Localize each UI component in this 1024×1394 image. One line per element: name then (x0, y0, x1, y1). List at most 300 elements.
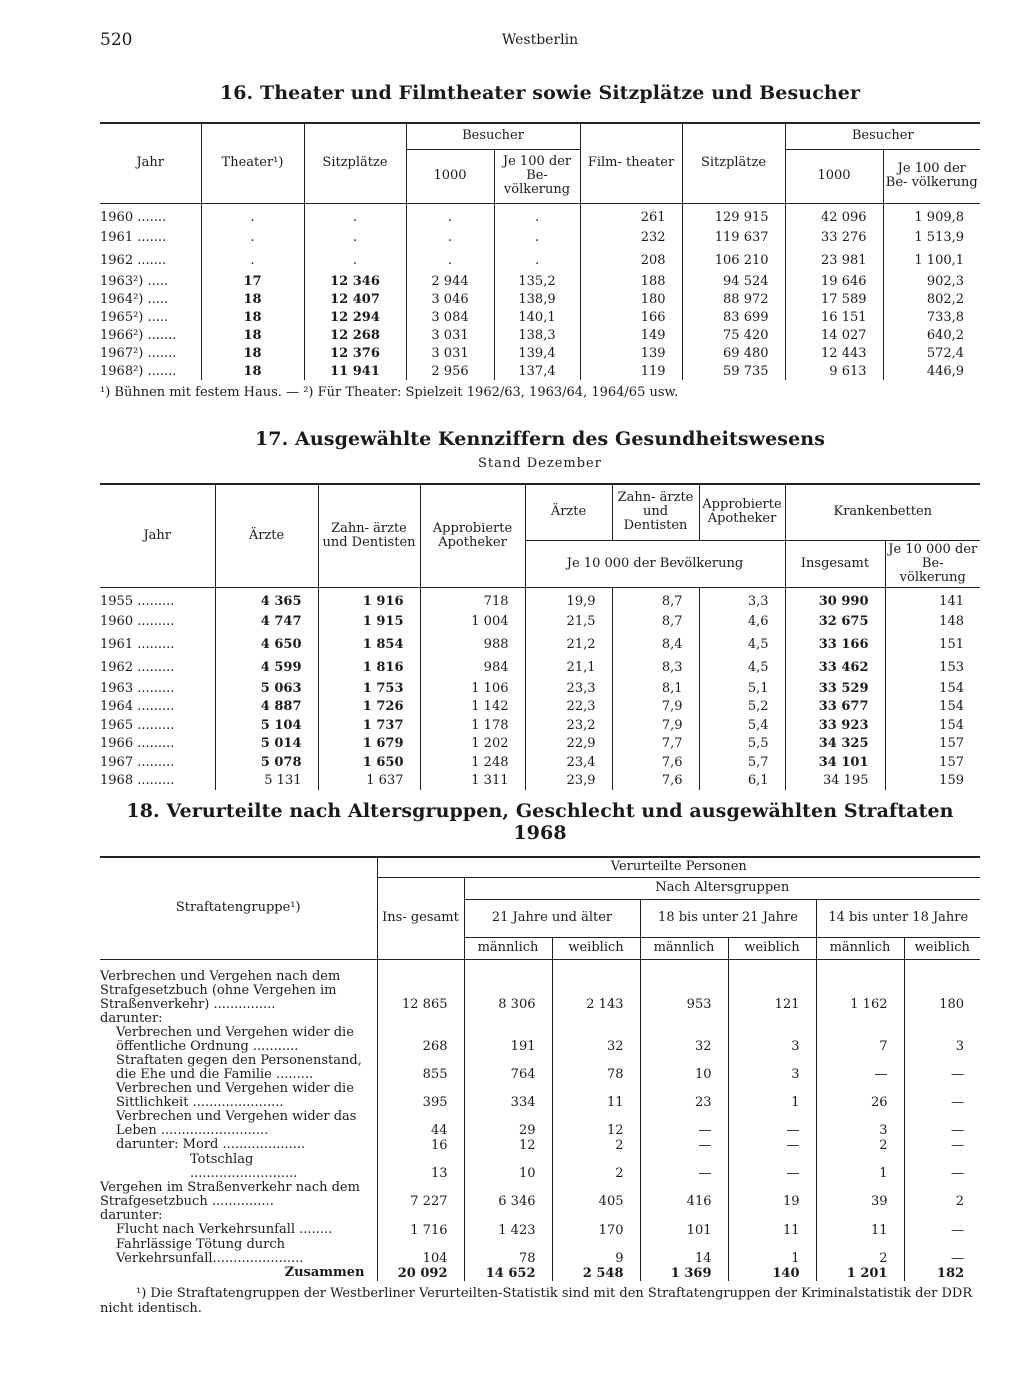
je100-cell: . (494, 203, 580, 226)
year-cell: 1960 ......... (100, 614, 175, 629)
m18-cell: — (640, 1110, 728, 1138)
film-besucher-cell: 42 096 (785, 203, 883, 226)
w21-cell: 170 (552, 1223, 640, 1238)
table-row (100, 1138, 980, 1153)
krankenbetten-cell: 34 195 (785, 772, 885, 791)
sitzplaetze-cell: 12 376 (304, 344, 406, 362)
year-cell: 1961 ......... (100, 637, 175, 652)
table-row (100, 610, 980, 633)
m21-cell: 764 (464, 1054, 552, 1082)
aerzte-cell: 4 650 (215, 633, 318, 656)
film-besucher-cell: 12 443 (785, 344, 883, 362)
m21-cell: 6 346 (464, 1181, 552, 1209)
theater-cell: . (201, 249, 304, 272)
w21-cell: 2 548 (552, 1266, 640, 1281)
film-sitzplaetze-cell: 88 972 (682, 290, 785, 308)
table-row (100, 772, 980, 791)
header-film-sitzplaetze: Sitzplätze (682, 123, 785, 203)
filmtheater-cell: 166 (580, 308, 682, 326)
m21-cell: 8 306 (464, 959, 552, 1012)
m18-cell (640, 1012, 728, 1026)
w14-cell: 180 (904, 959, 980, 1012)
m14-cell: 3 (816, 1110, 904, 1138)
zahnaerzte-rate-cell: 8,1 (612, 679, 699, 698)
w21-cell: 2 143 (552, 959, 640, 1012)
header-maennlich: männlich (640, 937, 728, 959)
insgesamt-cell: 855 (377, 1054, 464, 1082)
theater-cell: 18 (201, 344, 304, 362)
theater-cell: 18 (201, 326, 304, 344)
krankenbetten-cell: 32 675 (785, 610, 885, 633)
film-sitzplaetze-cell: 94 524 (682, 272, 785, 290)
krankenbetten-rate-cell: 154 (885, 679, 980, 698)
running-title: Westberlin (501, 32, 579, 48)
table-16-footnote: ¹) Bühnen mit festem Haus. — ²) Für Theater: Spielzeit 1962/63, 1963/64, 1964/65 usw. (100, 385, 679, 400)
film-sitzplaetze-cell: 129 915 (682, 203, 785, 226)
m18-cell: — (640, 1138, 728, 1153)
m21-cell: 29 (464, 1110, 552, 1138)
m21-cell (464, 1012, 552, 1026)
header-straftatengruppe: Straftatengruppe¹) (100, 857, 377, 959)
w14-cell: — (904, 1238, 980, 1266)
w18-cell: 1 (728, 1082, 816, 1110)
year-cell: 1966²) ....... (100, 327, 177, 343)
m14-cell: 1 162 (816, 959, 904, 1012)
je100-cell: . (494, 226, 580, 249)
m18-cell: 23 (640, 1082, 728, 1110)
besucher-cell: 2 944 (406, 272, 494, 290)
header-besucher-je100: Je 100 der Be- völkerung (494, 149, 580, 203)
apotheker-cell: 1 248 (420, 753, 525, 772)
straftat-label: Straftaten gegen den Personenstand, die Ehe und die Familie ......... (116, 1052, 362, 1082)
besucher-cell: 3 031 (406, 326, 494, 344)
zahnaerzte-cell: 1 637 (318, 772, 420, 791)
header-apotheker-rate: Approbierte Apotheker (699, 484, 785, 540)
zahnaerzte-cell: 1 816 (318, 656, 420, 679)
apotheker-cell: 1 178 (420, 716, 525, 735)
sitzplaetze-cell: . (304, 203, 406, 226)
header-besucher-1000: 1000 (406, 149, 494, 203)
year-cell: 1966 ......... (100, 736, 175, 752)
zahnaerzte-rate-cell: 8,3 (612, 656, 699, 679)
apotheker-cell: 1 106 (420, 679, 525, 698)
w14-cell: 2 (904, 1181, 980, 1209)
theater-cell: 18 (201, 290, 304, 308)
besucher-cell: . (406, 249, 494, 272)
je100-cell: 135,2 (494, 272, 580, 290)
year-cell: 1960 ....... (100, 210, 167, 226)
m18-cell: 1 369 (640, 1266, 728, 1281)
w14-cell: — (904, 1153, 980, 1181)
header-aerzte-rate: Ärzte (525, 484, 612, 540)
w14-cell: 3 (904, 1026, 980, 1054)
insgesamt-cell: 44 (377, 1110, 464, 1138)
year-cell: 1964²) ..... (100, 291, 169, 307)
year-cell: 1967 ......... (100, 754, 175, 770)
header-insgesamt: Ins- gesamt (377, 877, 464, 959)
je100-cell: 138,9 (494, 290, 580, 308)
insgesamt-cell: 268 (377, 1026, 464, 1054)
table-row (100, 1082, 980, 1110)
apotheker-rate-cell: 5,1 (699, 679, 785, 698)
header-weiblich: weiblich (904, 937, 980, 959)
m14-cell: 26 (816, 1082, 904, 1110)
table-row (100, 1012, 980, 1026)
zahnaerzte-rate-cell: 7,6 (612, 772, 699, 791)
w21-cell: 11 (552, 1082, 640, 1110)
table-row (100, 698, 980, 717)
year-cell: 1961 ....... (100, 230, 167, 245)
zahnaerzte-cell: 1 854 (318, 633, 420, 656)
w18-cell: — (728, 1138, 816, 1153)
je100-cell: 138,3 (494, 326, 580, 344)
sitzplaetze-cell: 12 346 (304, 272, 406, 290)
m14-cell: 39 (816, 1181, 904, 1209)
w18-cell: 3 (728, 1054, 816, 1082)
aerzte-cell: 4 365 (215, 587, 318, 610)
w21-cell: 9 (552, 1238, 640, 1266)
header-krankenbetten-je10000: Je 10 000 der Be- völkerung (885, 540, 980, 587)
table-row (100, 587, 980, 610)
aerzte-rate-cell: 21,1 (525, 656, 612, 679)
header-film-besucher: Besucher (785, 123, 980, 149)
straftat-label: Fahrlässige Tötung durch Verkehrsunfall...................... (116, 1236, 304, 1266)
krankenbetten-rate-cell: 159 (885, 772, 980, 791)
aerzte-cell: 5 131 (215, 772, 318, 791)
straftat-label: Zusammen (284, 1265, 365, 1280)
sitzplaetze-cell: 12 294 (304, 308, 406, 326)
theater-cell: 18 (201, 362, 304, 380)
header-je-10000: Je 10 000 der Bevölkerung (525, 540, 785, 587)
m21-cell: 14 652 (464, 1266, 552, 1281)
straftat-label: darunter: (100, 1010, 163, 1026)
apotheker-cell: 988 (420, 633, 525, 656)
film-besucher-cell: 19 646 (785, 272, 883, 290)
krankenbetten-rate-cell: 148 (885, 610, 980, 633)
krankenbetten-cell: 33 529 (785, 679, 885, 698)
theater-cell: 18 (201, 308, 304, 326)
w18-cell (728, 1012, 816, 1026)
w21-cell: 12 (552, 1110, 640, 1138)
header-zahnaerzte-rate: Zahn- ärzte und Dentisten (612, 484, 699, 540)
insgesamt-cell: 104 (377, 1238, 464, 1266)
w14-cell: — (904, 1110, 980, 1138)
apotheker-cell: 1 202 (420, 735, 525, 754)
film-je100-cell: 802,2 (883, 290, 980, 308)
w21-cell: 32 (552, 1026, 640, 1054)
header-nach-altersgruppen: Nach Altersgruppen (464, 877, 980, 899)
apotheker-rate-cell: 5,7 (699, 753, 785, 772)
table-17-subtitle: Stand Dezember (478, 456, 602, 471)
besucher-cell: 3 084 (406, 308, 494, 326)
m14-cell: — (816, 1054, 904, 1082)
w14-cell: — (904, 1138, 980, 1153)
film-sitzplaetze-cell: 83 699 (682, 308, 785, 326)
aerzte-cell: 4 747 (215, 610, 318, 633)
film-je100-cell: 1 100,1 (883, 249, 980, 272)
table-row (100, 735, 980, 754)
table-row (100, 272, 980, 290)
w14-cell: — (904, 1082, 980, 1110)
table-row (100, 959, 980, 1012)
apotheker-rate-cell: 4,5 (699, 656, 785, 679)
table-row (100, 1238, 980, 1266)
zahnaerzte-cell: 1 737 (318, 716, 420, 735)
zahnaerzte-rate-cell: 8,4 (612, 633, 699, 656)
m14-cell: 11 (816, 1223, 904, 1238)
m21-cell: 334 (464, 1082, 552, 1110)
table-row (100, 1110, 980, 1138)
w18-cell (728, 1209, 816, 1223)
table-17 (100, 483, 980, 790)
m14-cell (816, 1012, 904, 1026)
table-row (100, 1026, 980, 1054)
m21-cell: 12 (464, 1138, 552, 1153)
theater-cell: 17 (201, 272, 304, 290)
w18-cell: 1 (728, 1238, 816, 1266)
table-17-title: 17. Ausgewählte Kennziffern des Gesundheitswesens (254, 428, 825, 450)
apotheker-rate-cell: 4,6 (699, 610, 785, 633)
filmtheater-cell: 232 (580, 226, 682, 249)
zahnaerzte-cell: 1 916 (318, 587, 420, 610)
sitzplaetze-cell: 12 268 (304, 326, 406, 344)
m21-cell: 191 (464, 1026, 552, 1054)
m21-cell: 1 423 (464, 1223, 552, 1238)
m18-cell: 14 (640, 1238, 728, 1266)
aerzte-rate-cell: 22,9 (525, 735, 612, 754)
besucher-cell: . (406, 226, 494, 249)
insgesamt-cell (377, 1012, 464, 1026)
w18-cell: 3 (728, 1026, 816, 1054)
apotheker-cell: 1 004 (420, 610, 525, 633)
krankenbetten-rate-cell: 141 (885, 587, 980, 610)
table-row (100, 1181, 980, 1209)
w21-cell (552, 1209, 640, 1223)
section-table-17 (100, 428, 980, 790)
table-row (100, 716, 980, 735)
table-row (100, 290, 980, 308)
m18-cell: 32 (640, 1026, 728, 1054)
aerzte-cell: 5 063 (215, 679, 318, 698)
w18-cell: 11 (728, 1223, 816, 1238)
insgesamt-cell: 13 (377, 1153, 464, 1181)
table-row (100, 362, 980, 380)
film-je100-cell: 446,9 (883, 362, 980, 380)
w14-cell (904, 1209, 980, 1223)
m18-cell (640, 1209, 728, 1223)
year-cell: 1962 ......... (100, 660, 175, 675)
year-cell: 1964 ......... (100, 699, 175, 715)
besucher-cell: 3 031 (406, 344, 494, 362)
filmtheater-cell: 119 (580, 362, 682, 380)
m14-cell (816, 1209, 904, 1223)
year-cell: 1963 ......... (100, 680, 175, 696)
table-16 (100, 122, 980, 380)
m14-cell: 1 201 (816, 1266, 904, 1281)
apotheker-cell: 984 (420, 656, 525, 679)
je100-cell: 139,4 (494, 344, 580, 362)
table-row (100, 1266, 980, 1281)
je100-cell: . (494, 249, 580, 272)
m18-cell: 101 (640, 1223, 728, 1238)
table-18-title: 18. Verurteilte nach Altersgruppen, Geschlecht und ausgewählten Straftaten 1968 (126, 800, 954, 844)
table-row (100, 1223, 980, 1238)
aerzte-cell: 5 078 (215, 753, 318, 772)
film-besucher-cell: 23 981 (785, 249, 883, 272)
theater-cell: . (201, 226, 304, 249)
aerzte-rate-cell: 23,4 (525, 753, 612, 772)
year-cell: 1968²) ....... (100, 363, 177, 379)
aerzte-rate-cell: 22,3 (525, 698, 612, 717)
header-14-18-jahre: 14 bis unter 18 Jahre (816, 899, 980, 937)
zahnaerzte-cell: 1 915 (318, 610, 420, 633)
table-row (100, 679, 980, 698)
aerzte-rate-cell: 21,2 (525, 633, 612, 656)
year-cell: 1962 ....... (100, 253, 167, 268)
apotheker-rate-cell: 5,2 (699, 698, 785, 717)
insgesamt-cell: 1 716 (377, 1223, 464, 1238)
w21-cell: 405 (552, 1181, 640, 1209)
apotheker-rate-cell: 5,4 (699, 716, 785, 735)
sitzplaetze-cell: 12 407 (304, 290, 406, 308)
year-cell: 1965²) ..... (100, 309, 169, 325)
zahnaerzte-rate-cell: 8,7 (612, 610, 699, 633)
krankenbetten-rate-cell: 151 (885, 633, 980, 656)
header-weiblich: weiblich (552, 937, 640, 959)
krankenbetten-cell: 30 990 (785, 587, 885, 610)
table-row (100, 1153, 980, 1181)
film-sitzplaetze-cell: 69 480 (682, 344, 785, 362)
insgesamt-cell: 16 (377, 1138, 464, 1153)
w14-cell: 182 (904, 1266, 980, 1281)
aerzte-rate-cell: 23,2 (525, 716, 612, 735)
header-verurteilte: Verurteilte Personen (377, 857, 980, 877)
zahnaerzte-rate-cell: 7,9 (612, 698, 699, 717)
zahnaerzte-cell: 1 726 (318, 698, 420, 717)
m18-cell: 416 (640, 1181, 728, 1209)
table-row (100, 326, 980, 344)
krankenbetten-cell: 33 677 (785, 698, 885, 717)
straftat-label: Totschlag .......................... (190, 1151, 298, 1181)
w18-cell: — (728, 1153, 816, 1181)
year-cell: 1963²) ..... (100, 273, 169, 289)
header-sitzplaetze: Sitzplätze (304, 123, 406, 203)
table-row (100, 249, 980, 272)
filmtheater-cell: 180 (580, 290, 682, 308)
film-besucher-cell: 9 613 (785, 362, 883, 380)
straftat-label: Flucht nach Verkehrsunfall ........ (116, 1222, 333, 1237)
sitzplaetze-cell: 11 941 (304, 362, 406, 380)
filmtheater-cell: 149 (580, 326, 682, 344)
w18-cell: — (728, 1110, 816, 1138)
aerzte-rate-cell: 23,9 (525, 772, 612, 791)
krankenbetten-rate-cell: 154 (885, 698, 980, 717)
header-theater: Theater¹) (201, 123, 304, 203)
zahnaerzte-rate-cell: 7,9 (612, 716, 699, 735)
krankenbetten-rate-cell: 157 (885, 735, 980, 754)
filmtheater-cell: 261 (580, 203, 682, 226)
filmtheater-cell: 139 (580, 344, 682, 362)
film-besucher-cell: 17 589 (785, 290, 883, 308)
section-table-16 (100, 82, 980, 400)
krankenbetten-cell: 34 101 (785, 753, 885, 772)
table-row (100, 1209, 980, 1223)
table-row (100, 226, 980, 249)
film-besucher-cell: 33 276 (785, 226, 883, 249)
w18-cell: 140 (728, 1266, 816, 1281)
m21-cell: 10 (464, 1153, 552, 1181)
m18-cell: 10 (640, 1054, 728, 1082)
w14-cell (904, 1012, 980, 1026)
zahnaerzte-cell: 1 753 (318, 679, 420, 698)
apotheker-rate-cell: 3,3 (699, 587, 785, 610)
year-cell: 1955 ......... (100, 594, 175, 610)
aerzte-rate-cell: 23,3 (525, 679, 612, 698)
w18-cell: 121 (728, 959, 816, 1012)
year-cell: 1967²) ....... (100, 345, 177, 361)
aerzte-cell: 4 887 (215, 698, 318, 717)
film-je100-cell: 572,4 (883, 344, 980, 362)
film-besucher-cell: 16 151 (785, 308, 883, 326)
straftat-label: Vergehen im Straßenverkehr nach dem Strafgesetzbuch ............... (100, 1179, 360, 1209)
krankenbetten-cell: 34 325 (785, 735, 885, 754)
w21-cell: 2 (552, 1153, 640, 1181)
w18-cell: 19 (728, 1181, 816, 1209)
theater-cell: . (201, 203, 304, 226)
krankenbetten-cell: 33 462 (785, 656, 885, 679)
section-table-18 (100, 800, 980, 1316)
w21-cell: 2 (552, 1138, 640, 1153)
m14-cell: 2 (816, 1238, 904, 1266)
aerzte-rate-cell: 21,5 (525, 610, 612, 633)
film-je100-cell: 733,8 (883, 308, 980, 326)
table-row (100, 344, 980, 362)
krankenbetten-rate-cell: 153 (885, 656, 980, 679)
besucher-cell: 2 956 (406, 362, 494, 380)
year-cell: 1965 ......... (100, 717, 175, 733)
aerzte-rate-cell: 19,9 (525, 587, 612, 610)
besucher-cell: 3 046 (406, 290, 494, 308)
table-row (100, 203, 980, 226)
straftat-label: Verbrechen und Vergehen nach dem Strafgesetzbuch (ohne Vergehen im Straßenverkehr) ............... (100, 968, 341, 1012)
w21-cell: 78 (552, 1054, 640, 1082)
film-je100-cell: 640,2 (883, 326, 980, 344)
zahnaerzte-rate-cell: 7,6 (612, 753, 699, 772)
header-filmtheater: Film- theater (580, 123, 682, 203)
apotheker-cell: 1 311 (420, 772, 525, 791)
apotheker-rate-cell: 5,5 (699, 735, 785, 754)
header-21-jahre: 21 Jahre und älter (464, 899, 640, 937)
apotheker-rate-cell: 6,1 (699, 772, 785, 791)
aerzte-cell: 5 104 (215, 716, 318, 735)
insgesamt-cell: 20 092 (377, 1266, 464, 1281)
zahnaerzte-rate-cell: 8,7 (612, 587, 699, 610)
table-row (100, 633, 980, 656)
m14-cell: 1 (816, 1153, 904, 1181)
krankenbetten-rate-cell: 157 (885, 753, 980, 772)
table-18 (100, 856, 980, 1281)
aerzte-cell: 5 014 (215, 735, 318, 754)
film-je100-cell: 902,3 (883, 272, 980, 290)
apotheker-rate-cell: 4,5 (699, 633, 785, 656)
m21-cell: 78 (464, 1238, 552, 1266)
w14-cell: — (904, 1223, 980, 1238)
table-row (100, 656, 980, 679)
header-aerzte: Ärzte (215, 484, 318, 587)
header-insgesamt: Insgesamt (785, 540, 885, 587)
header-film-besucher-1000: 1000 (785, 149, 883, 203)
aerzte-cell: 4 599 (215, 656, 318, 679)
